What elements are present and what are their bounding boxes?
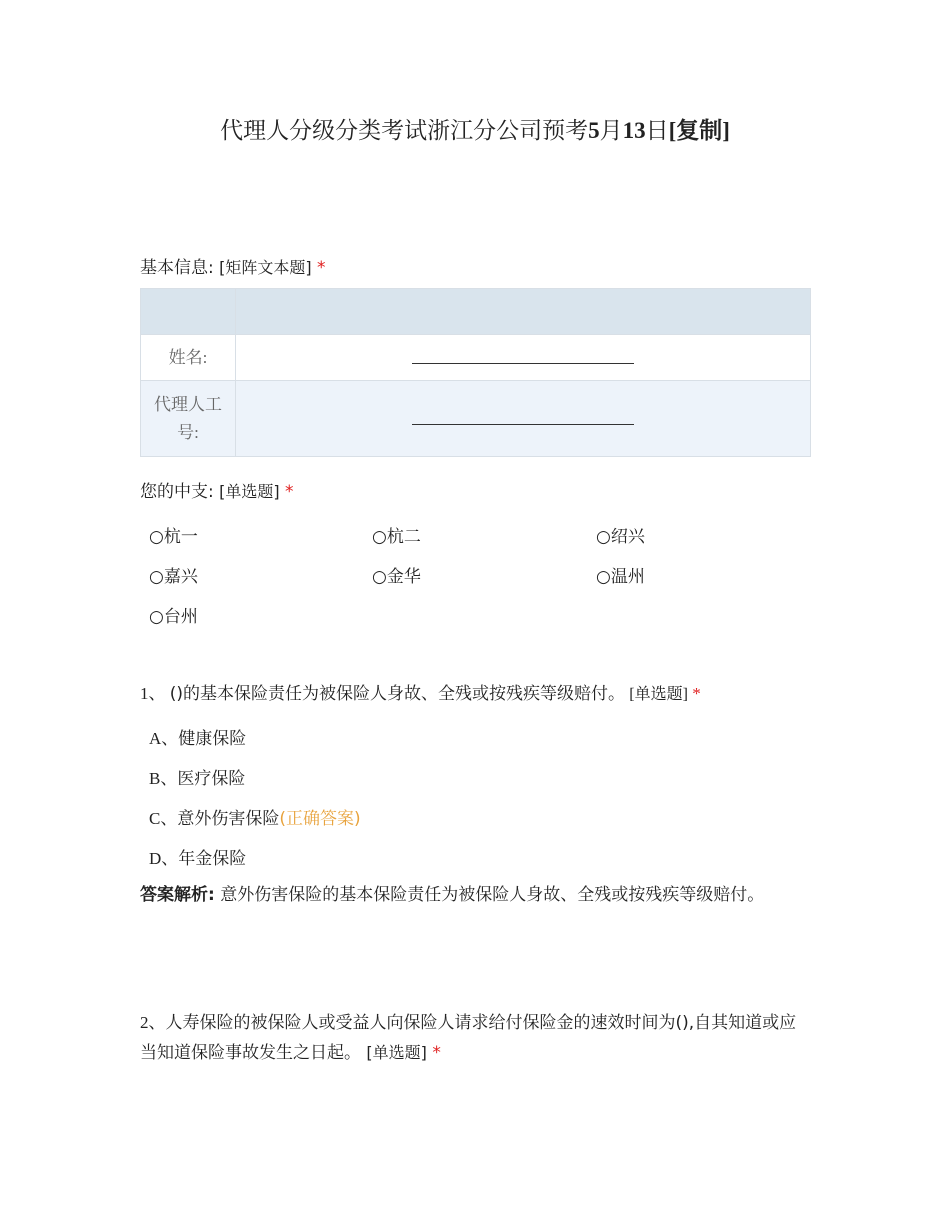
branch-question: 您的中支: [单选题] * [140,482,294,502]
q1-choice-b[interactable]: B、医疗保险 [149,769,246,789]
question-1: 1、 ()的基本保险责任为被保险人身故、全残或按残疾等级赔付。 [单选题] * [140,684,701,704]
branch-option-jiaxing[interactable]: ○嘉兴 [149,567,198,587]
matrix-row-name [141,335,811,381]
agent-id-label: 代理人工 号: [141,381,236,457]
matrix-header-row [141,289,811,335]
branch-option-taizhou[interactable]: ○台州 [149,607,198,627]
basic-info-matrix [140,288,811,457]
q1-choice-d[interactable]: D、年金保险 [149,849,247,869]
name-input[interactable] [412,363,634,364]
matrix-row-agent-id [141,381,811,457]
branch-option-wenzhou[interactable]: ○温州 [596,567,645,587]
question-2: 2、人寿保险的被保险人或受益人向保险人请求给付保险金的速效时间为(),自其知道或应当知道保险事故发生之日起。 [单选题] * [140,1013,797,1063]
basic-info-question: 基本信息: [矩阵文本题] * [140,258,326,278]
agent-id-input[interactable] [412,424,634,425]
q1-analysis: 答案解析: 意外伤害保险的基本保险责任为被保险人身故、全残或按残疾等级赔付。 [140,885,765,905]
branch-option-shaoxing[interactable]: ○绍兴 [596,527,645,547]
name-label: 姓名: [141,335,236,381]
branch-option-hangyi[interactable]: ○杭一 [149,527,198,547]
branch-option-hanger[interactable]: ○杭二 [372,527,421,547]
q1-choice-c[interactable]: C、意外伤害保险(正确答案) [149,809,361,829]
branch-option-jinhua[interactable]: ○金华 [372,567,421,587]
q1-choice-a[interactable]: A、健康保险 [149,729,247,749]
page-title: 代理人分级分类考试浙江分公司预考5月13日[复制] [220,118,730,143]
correct-answer-tag: (正确答案) [279,809,361,829]
